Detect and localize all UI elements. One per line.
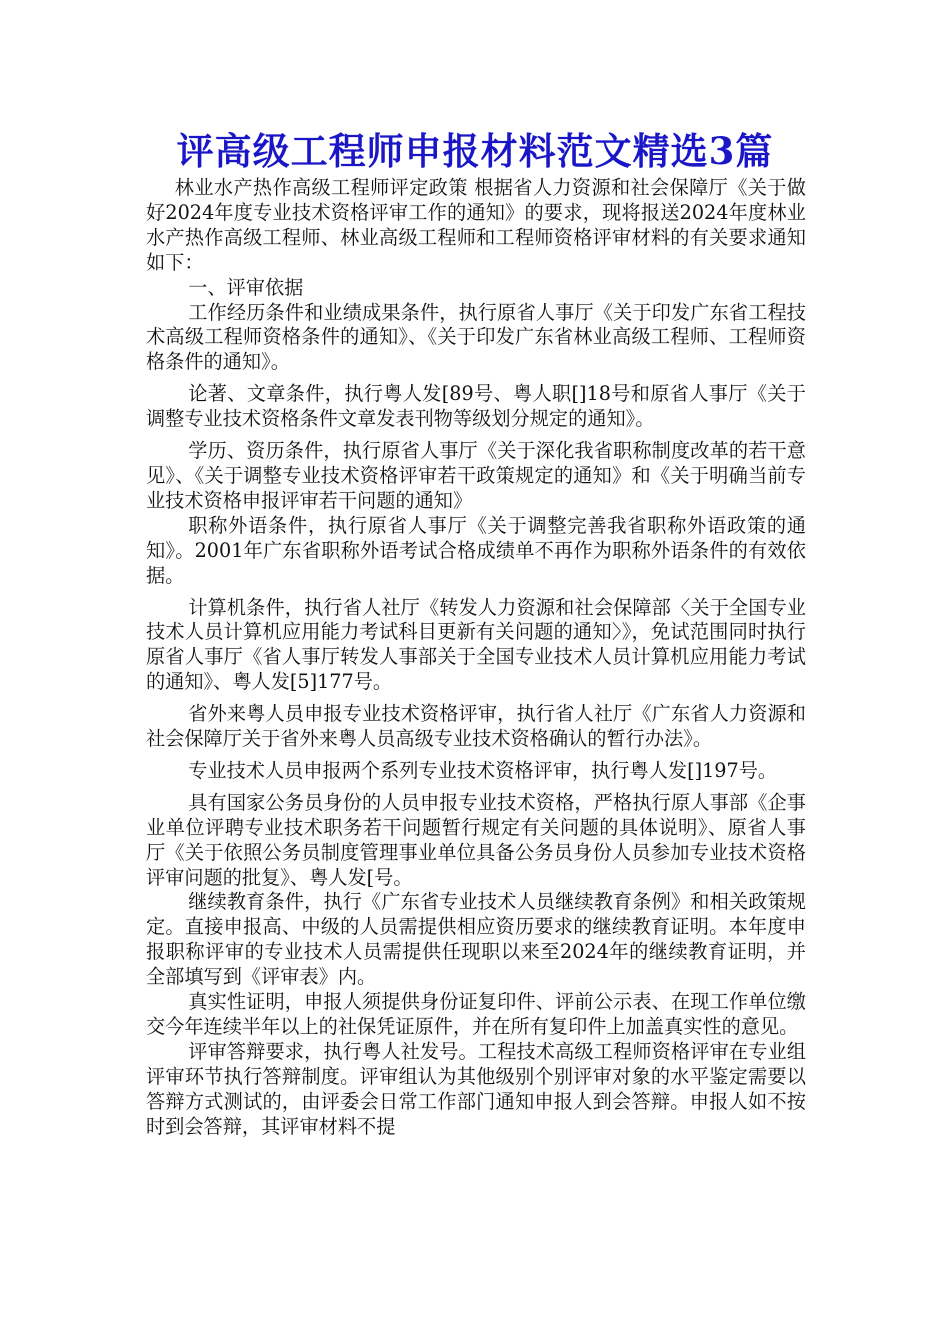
paragraph-civil-servant: 具有国家公务员身份的人员申报专业技术资格，严格执行原人事部《企事业单位评聘专业技术职务若干问题暂行规定有关问题的具体说明》、原省人事厅《关于依照公务员制度管理事业单位具备公务员身份人员参加专业技术资格评审问题的批复》、粤人发[号。 [146,790,806,889]
paragraph-foreign-language: 职称外语条件，执行原省人事厅《关于调整完善我省职称外语政策的通知》。2001年广东省职称外语考试合格成绩单不再作为职称外语条件的有效依据。 [146,513,806,587]
section-heading-review-basis: 一、评审依据 [188,275,304,299]
paragraph-computer: 计算机条件，执行省人社厅《转发人力资源和社会保障部〈关于全国专业技术人员计算机应用能力考试科目更新有关问题的通知〉》，免试范围同时执行原省人事厅《省人事厅转发人事部关于全国专业技术人员计算机应用能力考试的通知》、粤人发[5]177号。 [146,595,806,694]
paragraph-intro: 林业水产热作高级工程师评定政策 根据省人力资源和社会保障厅《关于做好2024年度专业技术资格评审工作的通知》的要求，现将报送2024年度林业水产热作高级工程师、林业高级工程师和工程师资格评审材料的有关要求通知如下： [146,176,806,274]
paragraph-continuing-education: 继续教育条件，执行《广东省专业技术人员继续教育条例》和相关政策规定。直接申报高、中级的人员需提供相应资历要求的继续教育证明。本年度申报职称评审的专业技术人员需提供任现职以来至2024年的继续教育证明，并全部填写到《评审表》内。 [146,890,806,989]
paragraph-education: 学历、资历条件，执行原省人事厅《关于深化我省职称制度改革的若干意见》、《关于调整专业技术资格评审若干政策规定的通知》和《关于明确当前专业技术资格申报评审若干问题的通知》 [146,439,806,512]
paragraph-out-of-province: 省外来粤人员申报专业技术资格评审，执行省人社厅《广东省人力资源和社会保障厅关于省外来粤人员高级专业技术资格确认的暂行办法》。 [146,702,806,751]
paragraph-authenticity: 真实性证明，申报人须提供身份证复印件、评前公示表、在现工作单位缴交今年连续半年以上的社保凭证原件，并在所有复印件上加盖真实性的意见。 [146,990,806,1038]
paragraph-two-series: 专业技术人员申报两个系列专业技术资格评审，执行粤人发[]197号。 [188,758,778,782]
paragraph-defense: 评审答辩要求，执行粤人社发号。工程技术高级工程师资格评审在专业组评审环节执行答辩制度。评审组认为其他级别个别评审对象的水平鉴定需要以答辩方式测试的，由评委会日常工作部门通知申报人到会答辩。申报人如不按时到会答辩，其评审材料不提 [146,1039,806,1138]
document-title: 评高级工程师申报材料范文精选3篇 [176,129,774,173]
paragraph-publications: 论著、文章条件，执行粤人发[89号、粤人职[]18号和原省人事厅《关于调整专业技术资格条件文章发表刊物等级划分规定的通知》。 [146,382,806,431]
paragraph-work-experience: 工作经历条件和业绩成果条件，执行原省人事厅《关于印发广东省工程技术高级工程师资格条件的通知》、《关于印发广东省林业高级工程师、工程师资格条件的通知》。 [146,300,806,374]
document-body [146,176,806,1140]
